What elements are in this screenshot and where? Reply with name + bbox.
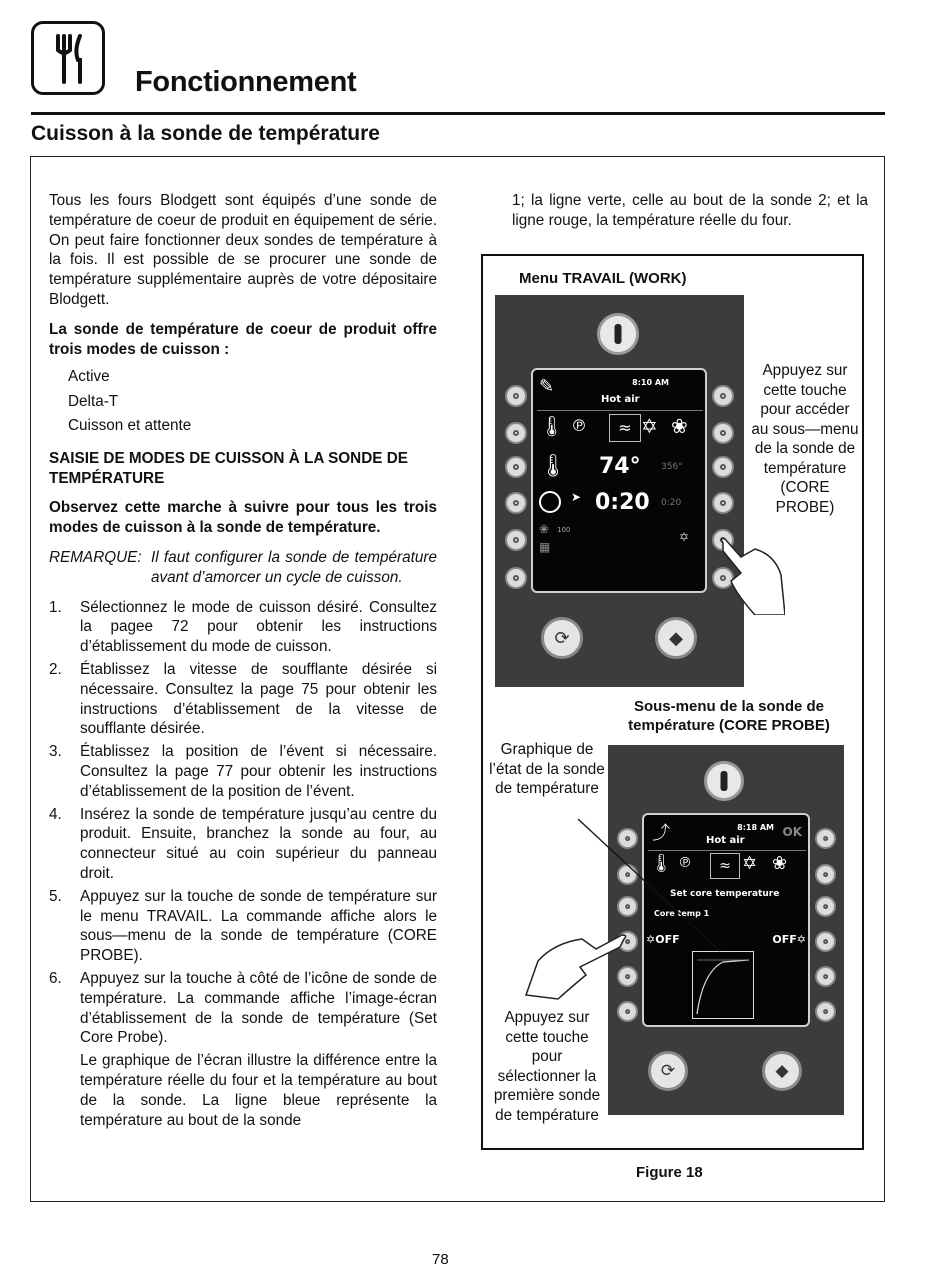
work-menu-panel <box>495 295 744 687</box>
right-key-4[interactable] <box>815 931 836 952</box>
vent-icon: ▦ <box>539 540 551 554</box>
left-key-2[interactable] <box>505 422 527 444</box>
pointing-hand-icon <box>524 925 628 1001</box>
work-menu-caption: Menu TRAVAIL (WORK) <box>519 270 687 287</box>
right-key-2[interactable] <box>712 422 734 444</box>
set-core-label: Set core temperature <box>670 889 780 899</box>
right-key-3[interactable] <box>815 896 836 917</box>
step-item: 5. Appuyez sur la touche de sonde de température sur le menu TRAVAIL. La commande affiche alors le sous—menu de la sonde de température (CORE PROBE). <box>49 887 437 965</box>
divider <box>537 410 703 411</box>
probe-icon: ✡ <box>641 414 658 438</box>
steam-icon: ℗ <box>678 855 692 871</box>
core-temp-2-off: OFF✡ <box>772 933 806 946</box>
hot-air-icon: ≈ <box>710 853 740 879</box>
callout-core-temp-key: Appuyez sur cette touche pour sélectionner la première sonde de température <box>493 1009 601 1124</box>
step-item: 4. Insérez la sonde de température jusqu’au centre du produit. Ensuite, branchez la sonde au four, au connecteur situé au coin supérieur du panneau droit. <box>49 805 437 883</box>
modes-heading: La sonde de température de coeur de produit offre trois modes de cuisson : <box>49 320 437 358</box>
mode-item: Delta-T <box>68 392 119 410</box>
core-probe-caption: Sous-menu de la sonde de température (CORE PROBE) <box>628 698 830 734</box>
figure-label: Figure 18 <box>636 1164 703 1181</box>
core-temp-1-off: ✡OFF <box>646 933 680 946</box>
remark <box>49 548 437 588</box>
mode-label: Hot air <box>601 394 640 405</box>
right-key-1[interactable] <box>712 385 734 407</box>
graph-curve <box>693 952 753 1018</box>
right-key-1[interactable] <box>815 828 836 849</box>
back-button[interactable]: ⟳ <box>541 617 583 659</box>
remark-label: REMARQUE: <box>49 549 142 567</box>
entry-heading: SAISIE DE MODES DE CUISSON À LA SONDE DE TEMPÉRATURE <box>49 449 408 487</box>
left-key-1[interactable] <box>505 385 527 407</box>
left-key-4[interactable] <box>505 492 527 514</box>
left-key-6[interactable] <box>505 567 527 589</box>
left-key-6[interactable] <box>617 1001 638 1022</box>
left-column <box>49 191 437 1133</box>
ok-label: OK <box>782 825 802 839</box>
observe-paragraph: Observez cette marche à suivre pour tous les trois modes de cuisson à la sonde de température. <box>49 499 437 537</box>
clock: 8:10 AM <box>632 378 669 387</box>
fan-icon: ❀ <box>539 522 550 536</box>
back-button[interactable]: ⟳ <box>648 1051 688 1091</box>
core-temp-label: Core temp 1 <box>654 909 710 918</box>
right-key-4[interactable] <box>712 492 734 514</box>
hot-air-icon: ≈ <box>609 414 641 442</box>
pointing-hand-icon <box>715 535 785 615</box>
start-stop-button[interactable]: ◆ <box>655 617 697 659</box>
right-key-3[interactable] <box>712 456 734 478</box>
step-item: 2. Établissez la vitesse de soufflante désirée si nécessaire. Consultez la page 75 pour obtenir les instructions d’établissement de la vitesse de soufflante désirée. <box>49 661 437 738</box>
steam-icon: ℗ <box>571 416 587 435</box>
fan-speed: 100 <box>557 526 571 534</box>
modes-list <box>49 365 437 439</box>
thermometer-icon: 🌡 <box>539 454 567 479</box>
probe-status-graph <box>692 951 754 1019</box>
timer-icon <box>539 491 561 513</box>
timer-value: 0:20 <box>595 490 650 515</box>
thermometer-down-icon: 🌡 <box>650 853 673 874</box>
chef-icon: ✎ <box>539 376 555 397</box>
page-title: Fonctionnement <box>135 66 357 98</box>
mode-item: Active <box>68 368 110 386</box>
callout-core-probe-key: Appuyez sur cette touche pour accéder au sous—menu de la sonde de température (CORE PROBE) <box>751 362 859 516</box>
step-item: 1. Sélectionnez le mode de cuisson désiré. Consultez la pagee 72 pour obtenir les instructions d’établissement du mode de cuisson. <box>49 598 437 656</box>
left-key-5[interactable] <box>505 529 527 551</box>
current-temperature: 74° <box>599 454 641 479</box>
step-item: 3. Établissez la position de l’évent si nécessaire. Consultez la page 77 pour obtenir les instructions d’établissement de la position de l’évent. <box>49 743 437 800</box>
humidity-icon: ❀ <box>772 853 788 874</box>
start-stop-button[interactable]: ◆ <box>762 1051 802 1091</box>
right-continued-text: 1; la ligne verte, celle au bout de la sonde 2; et la ligne rouge, la température réelle du four. <box>512 192 868 229</box>
right-key-5[interactable] <box>815 966 836 987</box>
probe-icon: ✡ <box>646 933 656 946</box>
remark-text: Il faut configurer la sonde de température avant d’amorcer un cycle de cuisson. <box>151 549 437 586</box>
power-button[interactable] <box>597 313 639 355</box>
callout-graph: Graphique de l’état de la sonde de température <box>489 741 605 797</box>
right-key-2[interactable] <box>815 864 836 885</box>
humidity-icon: ❀ <box>671 414 688 438</box>
set-temperature: 356° <box>661 462 683 472</box>
work-menu-screen <box>531 368 707 593</box>
probe-icon: ✡ <box>796 933 806 946</box>
mode-item: Cuisson et attente <box>68 417 192 435</box>
return-arrow-icon: ⤴ <box>652 823 670 844</box>
page-number: 78 <box>432 1251 449 1268</box>
step-item: 6. Appuyez sur la touche à côté de l’icône de sonde de température. La commande affiche l’image-écran d’établissement de la sonde de température (Set Core Probe). <box>49 970 437 1047</box>
step-continued: Le graphique de l’écran illustre la différence entre la température réelle du four et la température au bout de la sonde. La ligne bleue représente la température au bout de la sonde <box>80 1052 437 1129</box>
dining-logo-icon <box>31 21 105 95</box>
mode-label: Hot air <box>706 835 745 846</box>
probe-icon: ✡ <box>742 853 758 874</box>
intro-paragraph: Tous les fours Blodgett sont équipés d’une sonde de température de coeur de produit en équipement de série. On peut faire fonctionner deux sondes de température à la fois. Il est possible de se procurer une sonde de température supplémentaire auprès de votre dépositaire Blodgett. <box>49 192 437 308</box>
timer-set: 0:20 <box>661 498 682 508</box>
steps-list <box>49 598 437 1131</box>
cursor-icon: ➤ <box>571 490 582 504</box>
thermometer-down-icon: 🌡 <box>539 414 565 438</box>
clock: 8:18 AM <box>737 823 774 832</box>
right-key-6[interactable] <box>815 1001 836 1022</box>
section-title: Cuisson à la sonde de température <box>31 122 380 145</box>
power-button[interactable] <box>704 761 744 801</box>
core-probe-icon: ✡ <box>679 530 690 544</box>
left-key-3[interactable] <box>505 456 527 478</box>
header-rule <box>31 112 885 115</box>
